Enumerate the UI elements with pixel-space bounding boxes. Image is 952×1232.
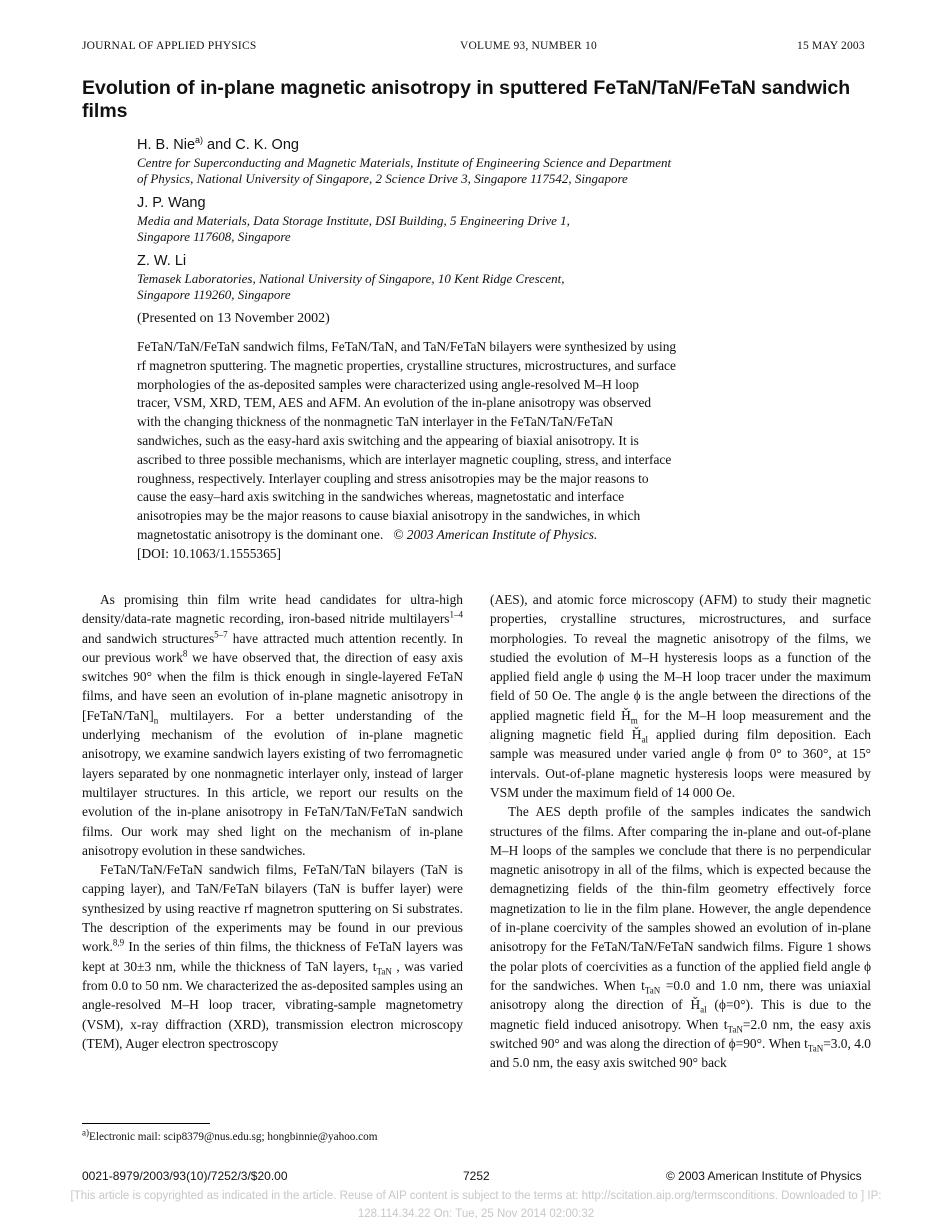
journal-name: JOURNAL OF APPLIED PHYSICS	[82, 40, 257, 52]
page-number: 7252	[463, 1169, 490, 1183]
left-column	[82, 590, 463, 1053]
download-watermark: [This article is copyrighted as indicated in the article. Reuse of AIP content is subject to the terms at: http://scitation.aip.org/termsconditions. Downloaded to ] IP: 128.114.34.22 On: Tue, 25 Nov 2014 02:00:32	[70, 1190, 882, 1220]
abstract-copyright: © 2003 American Institute of Physics.	[393, 526, 598, 542]
affiliation-2: Media and Materials, Data Storage Institute, DSI Building, 5 Engineering Drive 1, Singapore 117608, Singapore	[137, 213, 570, 244]
issue-date: 15 MAY 2003	[797, 40, 865, 52]
author-3: Z. W. Li	[137, 253, 187, 269]
paragraph-results: The AES depth profile of the samples indicates the sandwich structures of the films. After comparing the in-plane and out-of-plane M–H loops of the samples we conclude that there is no perpendicular magnetic anisotropy in all of the films, which is expected because the demagnetizing fields of the thin-film geometry effectively force magnetization to lie in the film plane. However, the angle dependence of in-plane coercivity of the samples showed an evolution of in-plane anisotropy for the FeTaN/TaN/FeTaN sandwich films. Figure 1 shows the polar plots of coercivities as a function of the applied field angle ϕ for the sandwiches. When $t_{TaN} =0.0$ and 1.0 nm, there was uniaxial anisotropy along the direction of $Ȟ_{al}$ (ϕ=0°). This is due to the magnetic field induced anisotropy. When $t_{TaN}=2.0$ nm, the easy axis switched 90° and was along the direction of ϕ=90°. When $t_{TaN}=3.0$, 4.0 and 5.0 nm, the easy axis switched 90° back	[490, 804, 872, 1071]
paragraph-measurement: (AES), and atomic force microscopy (AFM) to study their magnetic properties, crystalline structures, microstructures, and surface morphologies. To reveal the magnetic anisotropy of the films, we studied the evolution of M–H hysteresis loops as a function of the applied field angle ϕ using the M–H loop tracer under the maximum field of 50 Oe. The angle ϕ is the angle between the directions of the applied magnetic field $Ȟ_m$ for the M–H loop measurement and the aligning magnetic field $Ȟ_{al}$ applied during film deposition. Each sample was measured under varied angle ϕ from 0° to 360°, at 15° intervals. Out-of-plane magnetic hysteresis loops were measured by VSM under the maximum field of 14 000 Oe.	[490, 592, 871, 800]
affiliation-3: Temasek Laboratories, National University of Singapore, 10 Kent Ridge Crescent, Singapore 119260, Singapore	[137, 271, 565, 302]
author-2: J. P. Wang	[137, 195, 206, 211]
abstract: FeTaN/TaN/FeTaN sandwich films, FeTaN/TaN, and TaN/FeTaN bilayers were synthesized by using rf magnetron sputtering. The magnetic properties, crystalline structures, microstructures, and surface morphologies of the as-deposited samples were characterized using angle-resolved M–H loop tracer, VSM, XRD, TEM, AES and AFM. An evolution of the in-plane anisotropy was observed with the changing thickness of the nonmagnetic TaN interlayer in the FeTaN/TaN/FeTaN sandwiches, such as the easy-hard axis switching and the appearing of biaxial anisotropy. It is ascribed to three possible mechanisms, which are interlayer magnetic coupling, stress, and interface roughness, respectively. Interlayer coupling and stress anisotropies may be the major reasons to cause the easy–hard axis switching in the sandwiches whereas, magnetostatic and interface anisotropies may be the major reasons to cause biaxial anisotropy in the sandwiches, in which magnetostatic anisotropy is the dominant one. © 2003 American Institute of Physics. [DOI: 10.1063/1.1555365]	[137, 338, 759, 564]
paragraph-intro: As promising thin film write head candidates for ultra-high density/data-rate magnetic recording, iron-based nitride multilayers$^{1-4}$ and sandwich structures$^{5-7}$ have attracted much attention recently. In our previous work$^8$ we have observed that, the direction of easy axis switches 90° when the film is thick enough in single-layered FeTaN films, and have seen an evolution of in-plane magnetic anisotropy in $[FeTaN/TaN]_n$ multilayers. For a better understanding of the underlying mechanism of the evolution of in-plane magnetic anisotropy, we examine sandwich layers existing of two ferromagnetic layers separated by one nonmagnetic interlayer only, instead of larger multilayer structures. In this article, we report our results on the evolution of the in-plane anisotropy in FeTaN/TaN/FeTaN sandwich films. Our work may shed light on the mechanism of in-plane anisotropy evolution in these sandwiches.	[82, 592, 463, 858]
footer-copyright: © 2003 American Institute of Physics	[666, 1169, 862, 1183]
presented-date: (Presented on 13 November 2002)	[137, 311, 330, 326]
paragraph-methods: FeTaN/TaN/FeTaN sandwich films, FeTaN/TaN bilayers (TaN is capping layer), and TaN/FeTaN bilayers (TaN is buffer layer) were synthesized by using reactive rf magnetron sputtering on Si substrates. The description of the experiments may be found in our previous work.$^{8,9}$ In the series of thin films, the thickness of FeTaN layers was kept at 30±3 nm, while the thickness of TaN layers, $t_{TaN}$ , was varied from 0.0 to 50 nm. We characterized the as-deposited samples using an angle-resolved M–H loop tracer, vibrating-sample magnetometry (VSM), x-ray diffraction (XRD), transmission electron microscopy (TEM), Auger electron spectroscopy	[82, 862, 463, 1051]
footnote: $^{a)}$Electronic mail: scip8379@nus.edu.sg; hongbinnie@yahoo.com	[82, 1127, 378, 1143]
paper-title: Evolution of in-plane magnetic anisotropy in sputtered FeTaN/TaN/FeTaN sandwich films	[82, 77, 851, 122]
volume-number: VOLUME 93, NUMBER 10	[460, 40, 597, 52]
footer-code: 0021-8979/2003/93(10)/7252/3/$20.00	[82, 1169, 288, 1183]
footnote-rule	[82, 1123, 210, 1124]
affiliation-1: Centre for Superconducting and Magnetic Materials, Institute of Engineering Science and Department of Physics, National University of Singapore, 2 Science Drive 3, Singapore 117542, Singapore	[137, 155, 672, 186]
right-column	[490, 590, 871, 1072]
doi: [DOI: 10.1063/1.1555365]	[137, 545, 281, 561]
author-1: H. B. Nie$^{a)}$ and C. K. Ong	[137, 135, 299, 153]
